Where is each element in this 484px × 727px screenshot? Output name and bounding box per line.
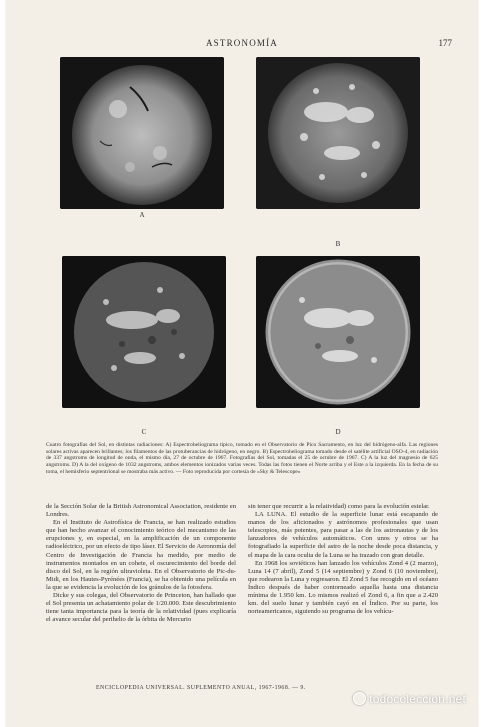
- watermark: [353, 692, 466, 706]
- photo-b: [256, 57, 420, 209]
- photo-label-d: D: [335, 428, 341, 436]
- right-paragraph: LA LUNA. El estudio de la superficie lunar está escapando de manos de los aficionados y astrónomos profesionales que usan telescopios, más potentes, para pasar a las de los astronautas y de los lanzadores de vehículos automáticos. Con unos y otros se ha fotografiado la superficie del astro de la noche desde poca distancia, y el mapa de la cara oculta de la Luna se ha trazado con gran detalle.: [248, 511, 438, 559]
- right-paragraph: sin tener que recurrir a la relatividad) como para la evolución estelar.: [248, 503, 430, 510]
- left-paragraph: Dicke y sus colegas, del Observatorio de Princeton, han hallado que el Sol presenta un achatamiento polar de 1/20.000. Este descubrimiento tiene tanta importancia para la teoría de la relatividad (pues explicaría el avance secular del perihelio de la órbita de Mercurio: [46, 592, 236, 624]
- right-paragraph: En 1968 los soviéticos han lanzado los vehículos Zond 4 (2 marzo), Luna 14 (7 abril), Zond 5 (14 septiembre) y Zond 6 (10 noviembre), que rodearon la Luna y regresaron. El Zond 5 fue recogido en el océano Índico después de haber contorneado aquella hasta una distancia mínima de 1.950 km. Lo mismos realizó el Zond 6, a fin que a 2.420 km. del suelo lunar y también cayó en el Índico. Por su parte, los norteamericanos, siguiendo su programa de los vehícu-: [248, 559, 438, 616]
- document-page: [6, 0, 478, 727]
- photo-a: [60, 57, 224, 209]
- right-column: [248, 503, 438, 616]
- running-header: [6, 38, 478, 50]
- page-number: 177: [438, 38, 452, 48]
- photo-label-b: B: [335, 240, 341, 248]
- photo-c: [62, 256, 226, 408]
- left-paragraph: En el Instituto de Astrofísica de Francia, se han realizado estudios que han hecho avanzar el conocimiento teórico del mecanismo de las erupciones y, en especial, en la amplificación de un componente radioeléctrico, por un efecto de tipo láser. El Servicio de Aeronomía del Centro de Investigación de Francia ha medido, por medio de instrumentos montados en un cohete, el oscurecimiento del borde del disco del Sol, en la región ultravioleta. En el Observatorio de Pic-du-Midi, en los Hautes-Pyrénées (Francia), se ha obtenido una película en la que se evidencia la evolución de los gránulos de la fotosfera.: [46, 519, 236, 591]
- figure-caption: Cuatro fotografías del Sol, en distintas radiaciones: A) Espectroheliograma típico, tomado en el Observatorio de Pico Sacramento, en luz del hidrógeno-alfa. Las regiones solares activas aparecen brillantes; los filamentos de las protuberancias de hidrógeno, en negro. B) Espectroheliograma tomado desde el satélite artificial OSO-4, en radiación de 337 angstroms de longitud de onda, el mismo día, 27 de octubre de 1967. Fotografías del Sol, tomadas el 25 de octubre de 1967. C) A la luz del magnesio de 625 angstroms. D) A la del oxígeno de 1032 angstroms, ambos elementos ionizados varias veces. Todas las fotos tienen el Norte arriba y el Este a la izquierda. En la fecha de su toma, el hemisferio septentrional se mostraba más activo. — Foto reproducida por cortesía de «Sky & Telescope»: [46, 442, 438, 475]
- photo-d: [256, 256, 420, 408]
- watermark-text: todocoleccion.net: [369, 692, 466, 706]
- left-column: [46, 503, 236, 624]
- section-title: ASTRONOMÍA: [205, 38, 278, 48]
- left-paragraph: de la Sección Solar de la British Astronomical Association, residente en Londres.: [46, 503, 236, 519]
- page-footer: ENCICLOPEDIA UNIVERSAL. SUPLEMENTO ANUAL, 1967-1968. — 9.: [96, 685, 306, 691]
- photo-label-c: C: [141, 428, 147, 436]
- photo-label-a: A: [139, 211, 145, 219]
- watermark-circle-icon: [353, 692, 366, 705]
